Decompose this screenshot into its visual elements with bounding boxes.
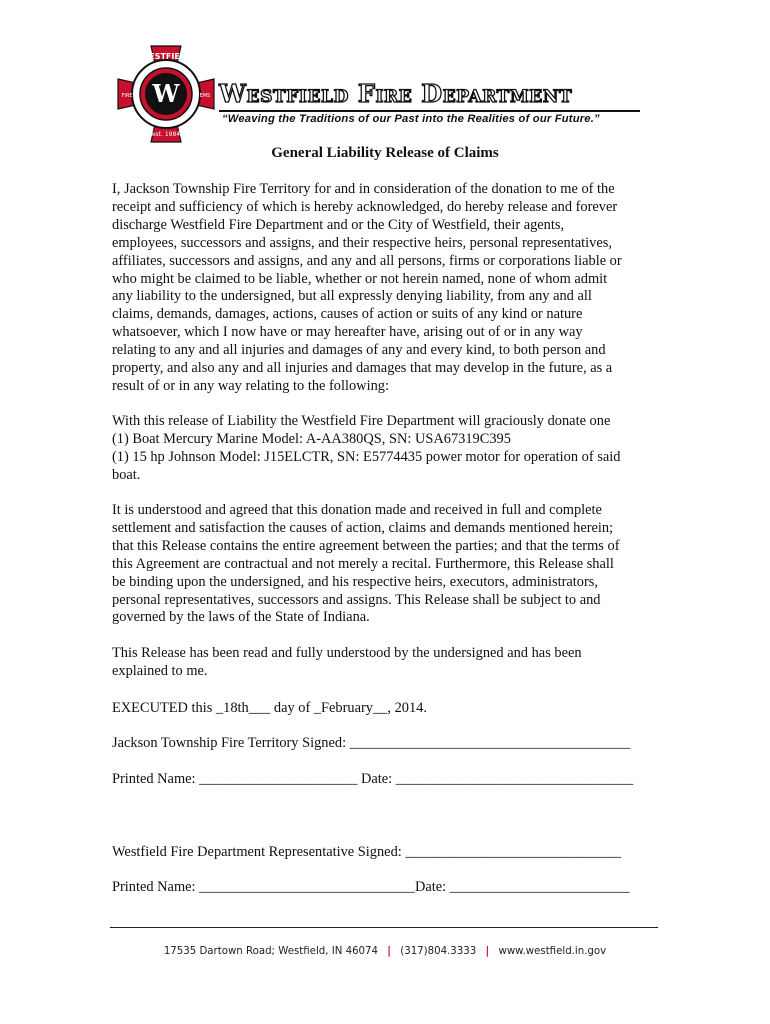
printed-name-date-line-2[interactable]: Printed Name: ______________________________Date: _________________________ — [112, 879, 630, 895]
paragraph-line: personal representatives, successors and assigns. This Release shall be subject to and — [112, 591, 601, 608]
paragraph-line: With this release of Liability the Westfield Fire Department will graciously donate one — [112, 413, 611, 429]
paragraph-line: employees, successors and assigns, and their respective heirs, personal representatives, — [112, 234, 612, 251]
paragraph-line: result of or in any way relating to the following: — [112, 377, 389, 394]
agreement-paragraph — [112, 502, 660, 627]
logo-side-right: EMS — [199, 93, 211, 99]
department-name: Westfield Fire Department — [219, 79, 573, 108]
paragraph-line: claims, demands, damages, actions, causes of action or suits of any kind or nature — [112, 306, 583, 323]
release-paragraph — [112, 181, 660, 396]
paragraph-line: explained to me. — [112, 662, 208, 679]
paragraph-line: settlement and satisfaction the causes of action, claims and demands mentioned herein; — [112, 519, 614, 536]
logo-letter: W — [152, 79, 180, 108]
footer-separator: | — [387, 946, 391, 957]
footer-address: 17535 Dartown Road; Westfield, IN 46074 — [163, 946, 378, 957]
footer-phone: (317)804.3333 — [400, 946, 477, 957]
header-divider — [219, 110, 640, 112]
footer-separator: | — [485, 946, 490, 957]
paragraph-line: receipt and sufficiency of which is hereby acknowledged, do hereby release and forever — [112, 198, 618, 215]
paragraph-line: who might be claimed to be liable, whether or not herein named, none of whom admit — [112, 270, 608, 287]
donation-paragraph — [112, 413, 660, 485]
footer-contact — [0, 946, 770, 957]
paragraph-line: property, and also any and all injuries and damages that may develop in the future, as a — [112, 360, 613, 377]
paragraph-line: affiliates, successors and assigns, and any and all persons, firms or corporations liable or — [112, 252, 622, 269]
paragraph-line: This Release has been read and fully understood by the undersigned and has been — [112, 645, 582, 661]
paragraph-line: boat. — [112, 466, 141, 483]
acknowledgement-paragraph — [112, 645, 660, 681]
paragraph-line: discharge Westfield Fire Department and or the City of Westfield, their agents, — [112, 216, 565, 233]
executed-line: EXECUTED this _18th___ day of _February__, 2014. — [112, 700, 427, 716]
footer-website[interactable]: www.westfield.in.gov — [498, 946, 607, 957]
paragraph-line: It is understood and agreed that this donation made and received in full and complete — [112, 502, 602, 518]
paragraph-line: be binding upon the undersigned, and his respective heirs, executors, administrators, — [112, 573, 598, 590]
logo-est: est. 1984 — [151, 131, 181, 138]
paragraph-line: that this Release contains the entire agreement between the parties; and that the terms of — [112, 537, 620, 554]
printed-name-date-line-1[interactable]: Printed Name: ______________________ Date: _________________________________ — [112, 771, 634, 787]
paragraph-line: I, Jackson Township Fire Territory for and in consideration of the donation to me of the — [112, 181, 615, 197]
document-title: General Liability Release of Claims — [271, 145, 499, 161]
paragraph-line: governed by the laws of the State of Indiana. — [112, 609, 370, 626]
paragraph-line: whatsoever, which I now have or may hereafter have, arising out of or in any way — [112, 324, 583, 341]
logo-side-left: FIRE — [121, 93, 133, 99]
paragraph-line: this Agreement are contractual and not merely a recital. Furthermore, this Release shall — [112, 555, 614, 572]
signature-line-westfield[interactable]: Westfield Fire Department Representative Signed: ______________________________ — [112, 844, 622, 860]
department-tagline: “Weaving the Traditions of our Past into the Realities of our Future.” — [222, 113, 600, 125]
signature-line-jackson[interactable]: Jackson Township Fire Territory Signed: _______________________________________ — [112, 735, 631, 751]
paragraph-line: relating to any and all injuries and damages of any and every kind, to both person and — [112, 342, 606, 359]
fire-department-logo — [116, 44, 216, 144]
paragraph-line: any liability to the undersigned, but all expressly denying liability, from any and all — [112, 288, 592, 305]
logo-ring-text: WESTFIELD — [140, 52, 192, 61]
paragraph-line: (1) Boat Mercury Marine Model: A-AA380QS, SN: USA67319C395 — [112, 430, 511, 447]
footer-divider — [110, 927, 658, 928]
paragraph-line: (1) 15 hp Johnson Model: J15ELCTR, SN: E5774435 power motor for operation of said — [112, 448, 621, 465]
